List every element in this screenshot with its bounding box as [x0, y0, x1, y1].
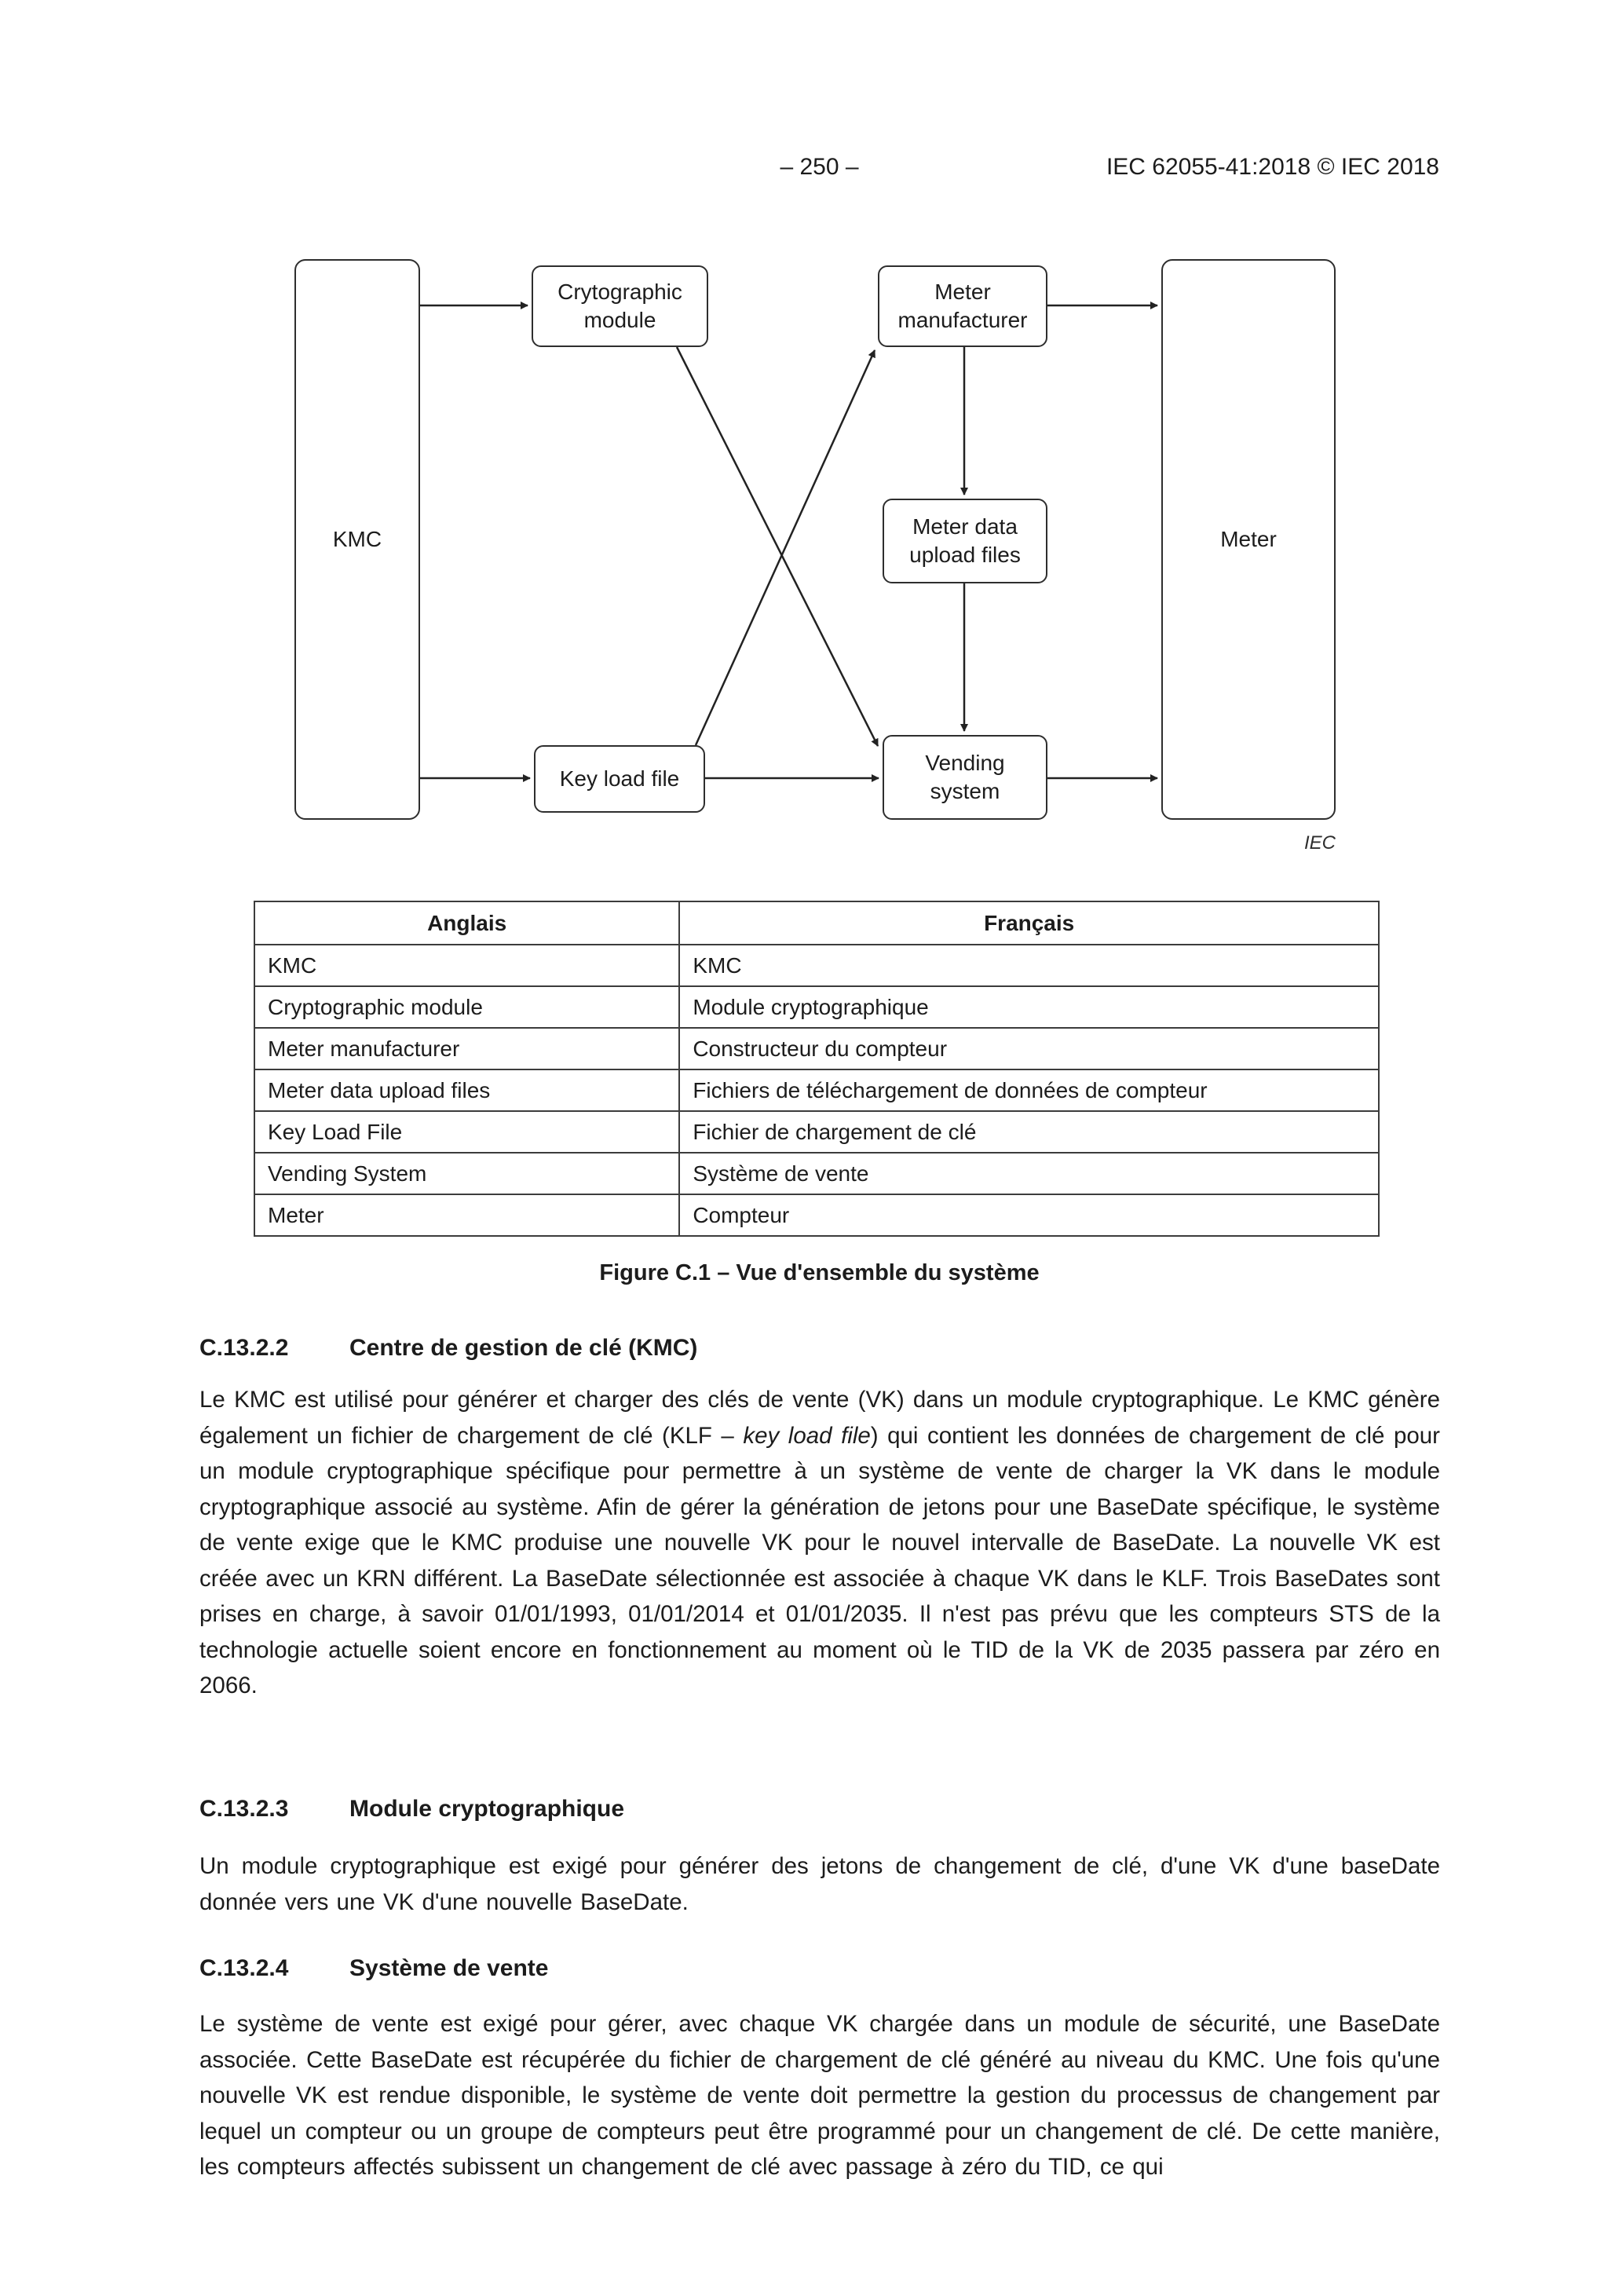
- table-row: [254, 986, 1379, 1028]
- section-title: Système de vente: [349, 1955, 549, 1981]
- table-cell: Compteur: [679, 1194, 1379, 1236]
- meter-box: Meter: [1161, 259, 1336, 820]
- table-cell: Module cryptographique: [679, 986, 1379, 1028]
- vending-system-box: Vending system: [883, 735, 1047, 820]
- section-paragraph-c1324: [199, 2006, 1440, 2185]
- translation-table: [254, 901, 1380, 1237]
- column-header-francais: Français: [679, 901, 1379, 945]
- kmc-box: KMC: [294, 259, 420, 820]
- section-heading-c1322: [199, 1335, 1439, 1362]
- paragraph-text: Le KMC est utilisé pour générer et charger des clés de vente (VK) dans un module cryptographique. Le KMC génère également un fichier de chargement de clé (KLF –: [199, 1387, 1440, 1449]
- table-cell: Meter data upload files: [254, 1069, 679, 1111]
- table-cell: KMC: [254, 945, 679, 986]
- table-cell: Meter manufacturer: [254, 1028, 679, 1069]
- figure-caption: Figure C.1 – Vue d'ensemble du système: [599, 1260, 1040, 1285]
- table-cell: Système de vente: [679, 1153, 1379, 1194]
- table-cell: Fichiers de téléchargement de données de compteur: [679, 1069, 1379, 1111]
- section-number: C.13.2.2: [199, 1335, 289, 1361]
- table-row: [254, 1028, 1379, 1069]
- meter-manufacturer-box: Meter manufacturer: [878, 265, 1047, 347]
- section-number: C.13.2.3: [199, 1796, 289, 1822]
- meter-data-upload-box: Meter data upload files: [883, 499, 1047, 583]
- paragraph-text: Le système de vente est exigé pour gérer, avec chaque VK chargée dans un module de sécurité, une BaseDate associée. Cette BaseDate est récupérée du fichier de chargement de clé généré au niveau du KMC. Une fois qu'une nouvelle VK est rendue disponible, le système de vente doit permettre la gestion du processus de changement par lequel un compteur ou un groupe de compteurs peut être programmé pour un changement de clé. De cette manière, les compteurs affectés subissent un changement de clé avec passage à zéro du TID, ce qui: [199, 2011, 1440, 2180]
- document-reference: IEC 62055-41:2018 © IEC 2018: [1106, 154, 1439, 180]
- table-row: [254, 1153, 1379, 1194]
- table-cell: Vending System: [254, 1153, 679, 1194]
- paragraph-italic-text: key load file: [743, 1422, 871, 1449]
- key-load-file-box: Key load file: [534, 745, 705, 813]
- figure-c1-diagram: [0, 251, 1623, 872]
- column-header-anglais: Anglais: [254, 901, 679, 945]
- section-paragraph-c1323: [199, 1848, 1440, 1920]
- table-header-row: [254, 901, 1379, 945]
- table-cell: Key Load File: [254, 1111, 679, 1153]
- table-cell: Cryptographic module: [254, 986, 679, 1028]
- section-heading-c1324: [199, 1955, 1439, 1982]
- paragraph-text: Un module cryptographique est exigé pour générer des jetons de changement de clé, d'une VK d'une baseDate donnée vers une VK d'une nouvelle BaseDate.: [199, 1853, 1440, 1915]
- table-cell: KMC: [679, 945, 1379, 986]
- paragraph-text: ) qui contient les données de chargement de clé pour un module cryptographique spécifique pour permettre à un système de vente de charger la VK dans le module cryptographique associé au système. Afin de gérer la génération de jetons pour une BaseDate spécifique, le système de vente exige que le KMC produise une nouvelle VK pour le nouvel intervalle de BaseDate. La nouvelle VK est créée avec un KRN différent. La BaseDate sélectionnée est associée à chaque VK dans le KLF. Trois BaseDates sont prises en charge, à savoir 01/01/1993, 01/01/2014 et 01/01/2035. Il n'est pas prévu que les compteurs STS de la technologie actuelle soient encore en fonctionnement au moment où le TID de la VK de 2035 passera par zéro en 2066.: [199, 1422, 1440, 1698]
- section-paragraph-c1322: [199, 1382, 1440, 1704]
- page-number: – 250 –: [780, 154, 859, 180]
- table-row: [254, 1069, 1379, 1111]
- page-header: [199, 154, 1439, 182]
- section-heading-c1323: [199, 1796, 1439, 1823]
- table-row: [254, 945, 1379, 986]
- table-cell: Fichier de chargement de clé: [679, 1111, 1379, 1153]
- section-number: C.13.2.4: [199, 1955, 289, 1981]
- table-row: [254, 1111, 1379, 1153]
- section-title: Centre de gestion de clé (KMC): [349, 1335, 698, 1361]
- cryptographic-module-box: Crytographic module: [532, 265, 708, 347]
- iec-figure-credit: IEC: [1303, 832, 1336, 854]
- diagram-arrows: [0, 251, 1623, 872]
- table-cell: Meter: [254, 1194, 679, 1236]
- section-title: Module cryptographique: [349, 1796, 625, 1822]
- table-cell: Constructeur du compteur: [679, 1028, 1379, 1069]
- table-row: [254, 1194, 1379, 1236]
